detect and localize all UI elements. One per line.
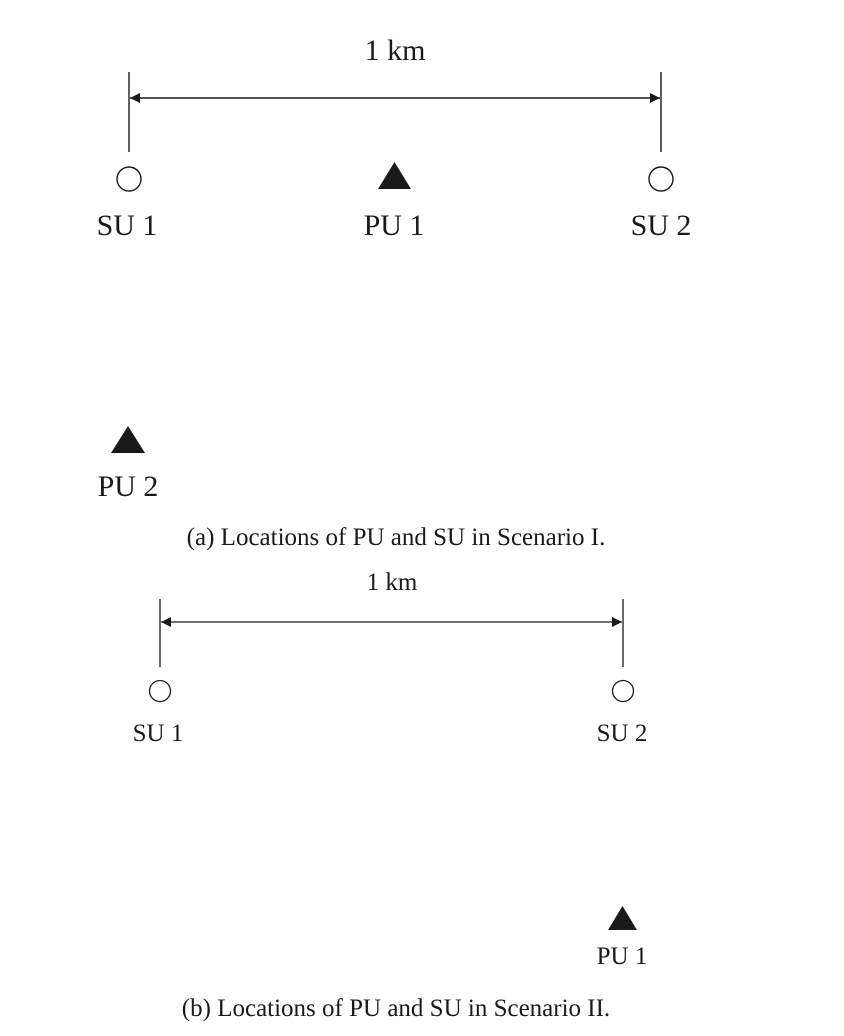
scenario-a-pu1-label: PU 1 [363, 209, 425, 242]
scenario-a-pu2-label: PU 2 [97, 470, 159, 503]
scenario-a-pu1-marker [378, 162, 411, 189]
scenario-a-group [97, 34, 692, 551]
scenario-a-caption: (a) Locations of PU and SU in Scenario I. [186, 524, 606, 551]
scenario-a-distance-label: 1 km [364, 34, 426, 67]
scenario-a-pu2-marker [111, 426, 145, 453]
scenario-a-su2-label: SU 2 [630, 209, 692, 242]
scenario-a-su2-marker [649, 167, 673, 191]
scenario-a-su1-label: SU 1 [96, 209, 158, 242]
scenario-b-pu1-marker [608, 906, 637, 930]
scenario-b-distance-label: 1 km [366, 569, 418, 596]
scenario-b-su1-marker [150, 681, 171, 702]
scenario-b-su2-label: SU 2 [596, 720, 648, 747]
scenario-b-group [133, 569, 648, 1022]
scenario-a-su1-marker [117, 167, 141, 191]
scenario-b-caption: (b) Locations of PU and SU in Scenario II. [181, 995, 611, 1022]
scenario-b-su2-marker [613, 681, 634, 702]
scenario-b-pu1-label: PU 1 [596, 943, 648, 970]
scenario-b-su1-label: SU 1 [132, 720, 184, 747]
